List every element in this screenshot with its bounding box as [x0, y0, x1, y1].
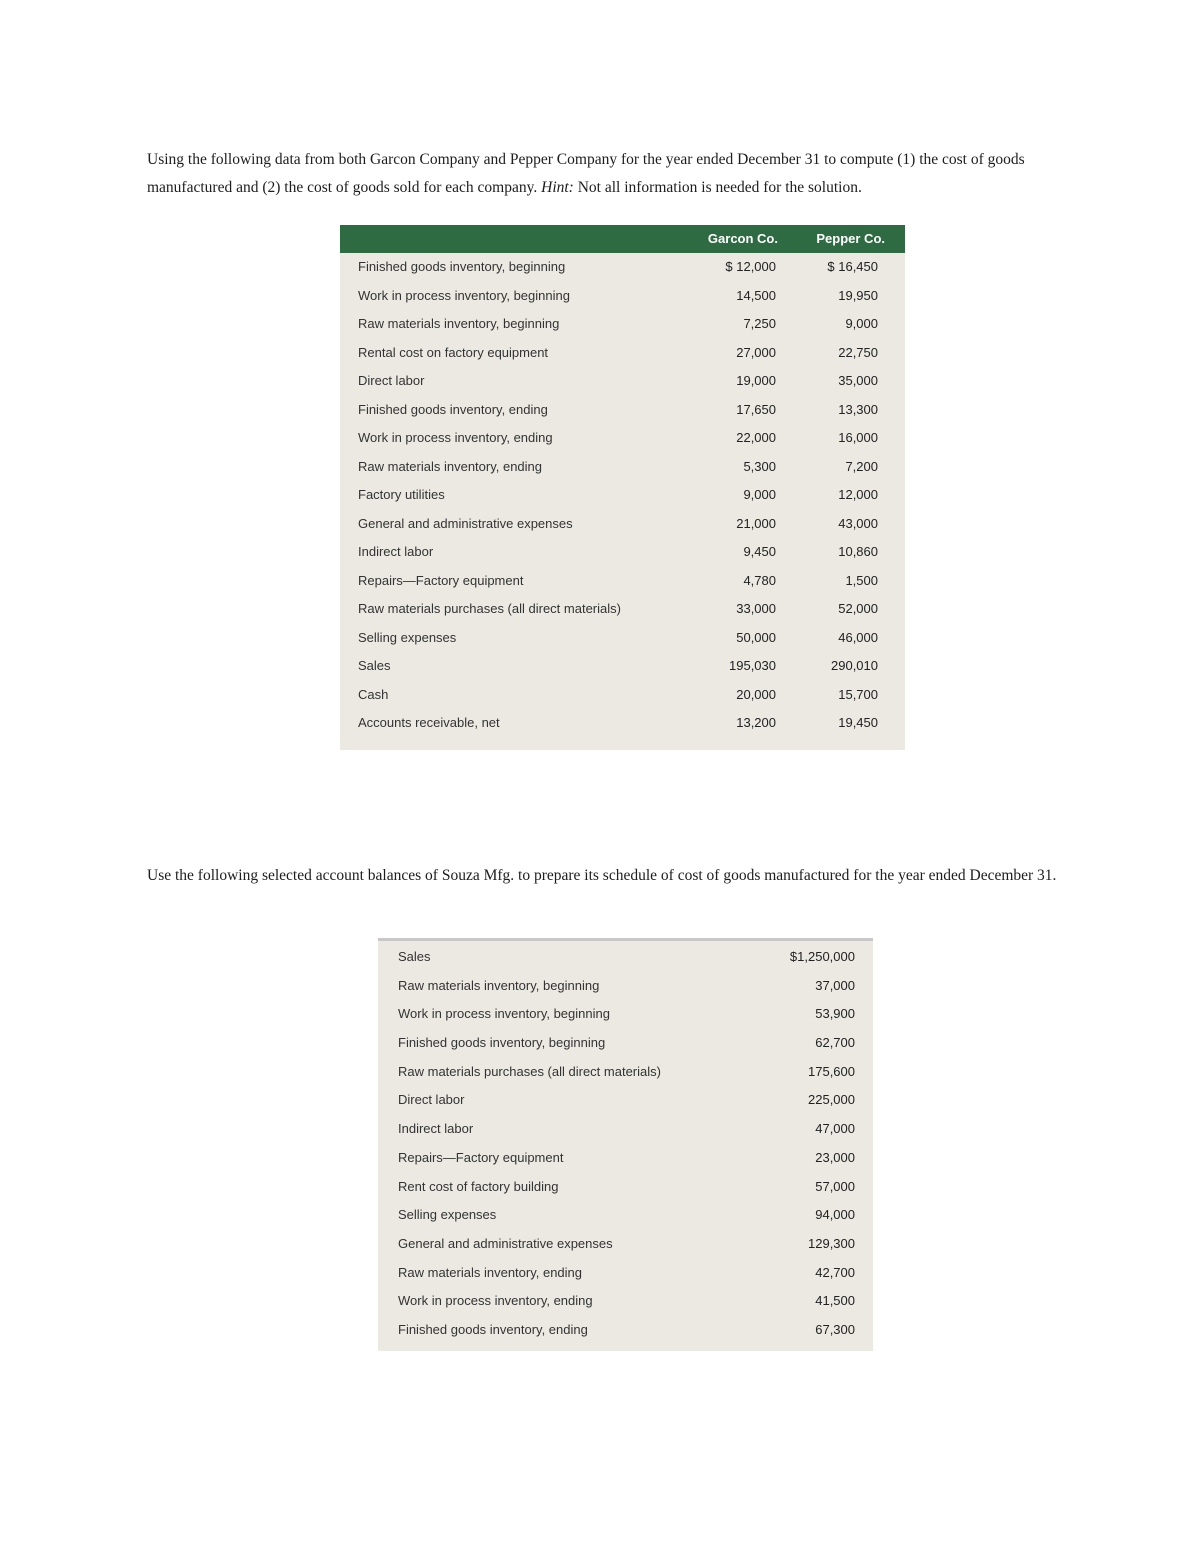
garcon-value: 7,250: [743, 316, 776, 331]
garcon-value: 22,000: [736, 430, 776, 445]
row-label: Work in process inventory, ending: [358, 430, 553, 445]
garcon-value: 20,000: [736, 686, 776, 702]
table-body: [378, 943, 873, 1345]
garcon-value: 13,200: [736, 715, 776, 730]
amount-value: 62,700: [815, 1035, 855, 1051]
table-row: [340, 595, 905, 624]
amount-value: 53,900: [815, 1006, 855, 1022]
row-label: Sales: [398, 949, 431, 964]
instructions-text-start: Using the following data from both Garcon Company and Pepper Company for the year ended December 31 to compute (1) the cost of goods manufactured and (2) the cost of goods sold for each company.: [147, 151, 1025, 196]
table-row: [340, 282, 905, 311]
pepper-value: 16,000: [838, 430, 878, 445]
table-row: [378, 1086, 873, 1115]
table-row: [340, 367, 905, 396]
pepper-value: 19,450: [838, 715, 878, 730]
table-row: [378, 1144, 873, 1173]
row-label: Finished goods inventory, ending: [398, 1321, 588, 1337]
amount-value: 23,000: [815, 1149, 855, 1165]
garcon-value: 19,000: [736, 373, 776, 388]
row-label: Rent cost of factory building: [398, 1178, 559, 1194]
row-label: Raw materials inventory, beginning: [398, 977, 600, 993]
pepper-value: 15,700: [838, 686, 878, 702]
table-row: [378, 943, 873, 972]
amount-value: 42,700: [815, 1264, 855, 1280]
table-row: [378, 1058, 873, 1087]
garcon-value: 14,500: [736, 287, 776, 303]
table-row: [378, 1173, 873, 1202]
table-header-row: [340, 225, 905, 253]
pepper-value: 1,500: [845, 572, 878, 588]
row-label: Cash: [358, 686, 389, 702]
table-row: [340, 567, 905, 596]
pepper-value: 7,200: [845, 458, 878, 474]
header-pepper: Pepper Co.: [816, 231, 885, 246]
amount-value: 67,300: [815, 1321, 855, 1337]
garcon-value: 50,000: [736, 629, 776, 645]
table-row: [340, 310, 905, 339]
pepper-value: 9,000: [845, 316, 878, 331]
table-body: [340, 253, 905, 738]
row-label: Raw materials purchases (all direct materials): [358, 601, 621, 616]
table-row: [378, 1287, 873, 1316]
pepper-value: 22,750: [838, 344, 878, 360]
table-row: [340, 253, 905, 282]
garcon-value: 9,450: [743, 544, 776, 559]
table-row: [340, 481, 905, 510]
amount-value: 37,000: [815, 977, 855, 993]
row-label: Accounts receivable, net: [358, 715, 500, 730]
row-label: Sales: [358, 658, 391, 673]
garcon-value: 21,000: [736, 515, 776, 531]
garcon-value: 5,300: [743, 458, 776, 474]
row-label: Selling expenses: [398, 1207, 497, 1223]
row-label: Raw materials purchases (all direct materials): [398, 1063, 661, 1079]
table-row: [340, 652, 905, 681]
row-label: Work in process inventory, ending: [398, 1293, 593, 1309]
row-label: Work in process inventory, beginning: [358, 287, 570, 303]
garcon-value: 27,000: [736, 344, 776, 360]
pepper-value: 19,950: [838, 287, 878, 303]
row-label: Factory utilities: [358, 487, 445, 502]
table-row: [378, 972, 873, 1001]
table-row: [340, 624, 905, 653]
pepper-value: 12,000: [838, 487, 878, 502]
pepper-value: 35,000: [838, 373, 878, 388]
garcon-value: 17,650: [736, 401, 776, 417]
pepper-value: 52,000: [838, 601, 878, 616]
table-row: [340, 681, 905, 710]
table-row: [378, 1115, 873, 1144]
instructions-paragraph-1: [147, 146, 1092, 202]
table-row: [340, 453, 905, 482]
row-label: Indirect labor: [398, 1121, 474, 1137]
row-label: General and administrative expenses: [398, 1235, 613, 1251]
table-row: [340, 538, 905, 567]
table-row: [340, 339, 905, 368]
garcon-pepper-data-table: [340, 225, 905, 750]
amount-value: 129,300: [808, 1235, 855, 1251]
garcon-value: 4,780: [743, 572, 776, 588]
table-row: [340, 424, 905, 453]
table-row: [340, 510, 905, 539]
amount-value: 41,500: [815, 1293, 855, 1309]
pepper-value: $ 16,450: [827, 259, 878, 274]
table-row: [340, 396, 905, 425]
row-label: Raw materials inventory, ending: [398, 1264, 583, 1280]
amount-value: $1,250,000: [789, 949, 855, 964]
row-label: Indirect labor: [358, 544, 434, 559]
row-label: Finished goods inventory, beginning: [398, 1035, 606, 1051]
table-row: [378, 1259, 873, 1288]
amount-value: 175,600: [808, 1063, 855, 1079]
pepper-value: 10,860: [838, 544, 878, 559]
garcon-value: 33,000: [736, 601, 776, 616]
hint-label: Hint:: [541, 179, 574, 196]
row-label: Repairs—Factory equipment: [358, 572, 524, 588]
row-label: Repairs—Factory equipment: [398, 1149, 564, 1165]
pepper-value: 46,000: [838, 629, 878, 645]
table-row: [378, 1230, 873, 1259]
row-label: Work in process inventory, beginning: [398, 1006, 610, 1022]
row-label: Direct labor: [398, 1092, 465, 1108]
row-label: Rental cost on factory equipment: [358, 344, 549, 360]
row-label: Selling expenses: [358, 629, 457, 645]
pepper-value: 290,010: [831, 658, 878, 673]
row-label: Direct labor: [358, 373, 425, 388]
row-label: General and administrative expenses: [358, 515, 573, 531]
table-row: [378, 1201, 873, 1230]
amount-value: 225,000: [808, 1092, 855, 1108]
row-label: Finished goods inventory, beginning: [358, 259, 566, 274]
table-row: [378, 1029, 873, 1058]
table-row: [340, 709, 905, 738]
instructions-text-end: Not all information is needed for the solution.: [573, 179, 862, 196]
row-label: Finished goods inventory, ending: [358, 401, 548, 417]
row-label: Raw materials inventory, ending: [358, 458, 543, 474]
pepper-value: 43,000: [838, 515, 878, 531]
amount-value: 94,000: [815, 1207, 855, 1223]
table-row: [378, 1000, 873, 1029]
table-row: [378, 1316, 873, 1345]
garcon-value: 195,030: [729, 658, 776, 673]
garcon-value: $ 12,000: [725, 259, 776, 274]
amount-value: 47,000: [815, 1121, 855, 1137]
garcon-value: 9,000: [743, 487, 776, 502]
pepper-value: 13,300: [838, 401, 878, 417]
amount-value: 57,000: [815, 1178, 855, 1194]
header-garcon: Garcon Co.: [707, 231, 778, 246]
row-label: Raw materials inventory, beginning: [358, 316, 560, 331]
instructions-paragraph-2: Use the following selected account balances of Souza Mfg. to prepare its schedule of cost of goods manufactured for the year ended December 31.: [147, 867, 1057, 884]
souza-account-balances-table: [378, 938, 873, 1351]
